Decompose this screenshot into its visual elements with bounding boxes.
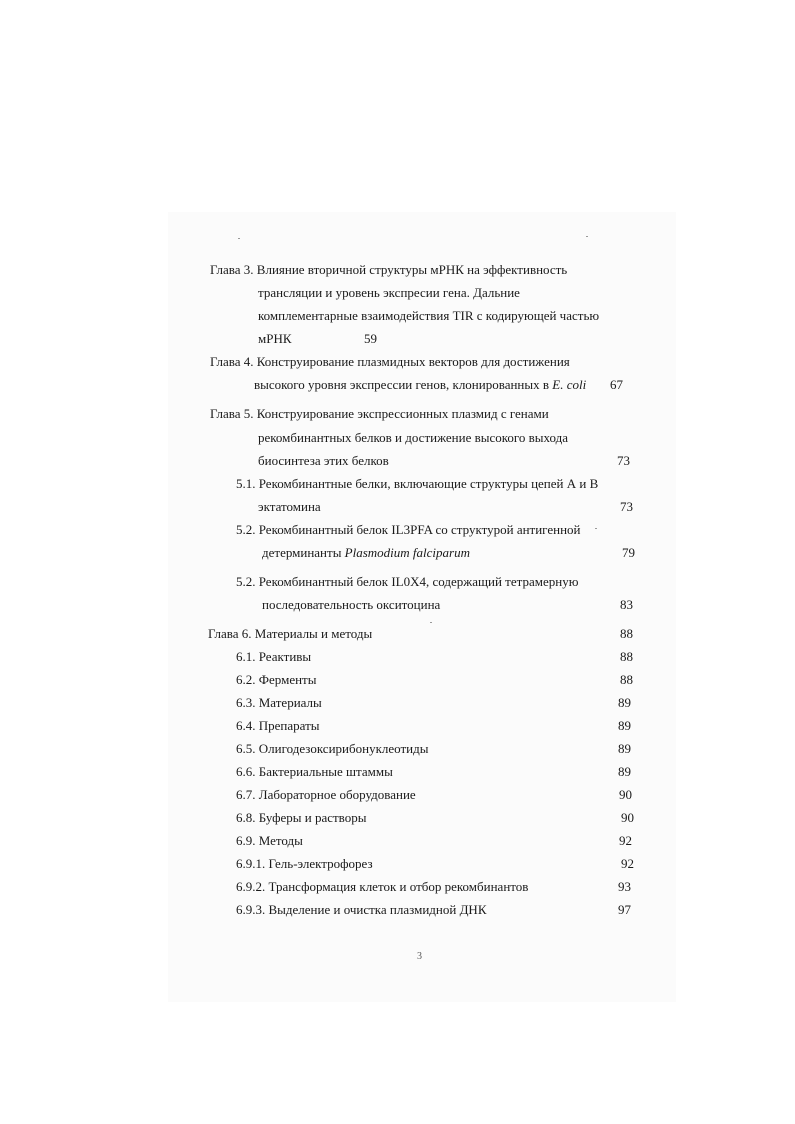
toc-item-6-4-page: 89	[618, 718, 631, 733]
toc-item-6-2-page: 88	[620, 672, 633, 687]
toc-ch5-page: 73	[617, 453, 630, 468]
toc-item-6-7-page: 90	[619, 787, 632, 802]
toc-s5-2a-line2-italic: Plasmodium falciparum	[344, 545, 470, 560]
toc-ch4-line1: Глава 4. Конструирование плазмидных векторов для достижения	[210, 354, 570, 369]
scan-speck	[238, 238, 240, 239]
scan-speck	[430, 622, 432, 623]
toc-ch4-line2	[254, 377, 586, 393]
toc-s5-1-line1: 5.1. Рекомбинантные белки, включающие структуры цепей А и В	[236, 476, 599, 491]
toc-item-6-9-2: 6.9.2. Трансформация клеток и отбор рекомбинантов	[236, 879, 529, 894]
toc-item-6-9-page: 92	[619, 833, 632, 848]
scan-speck	[586, 236, 588, 237]
toc-item-6-9-3: 6.9.3. Выделение и очистка плазмидной ДНК	[236, 902, 487, 917]
toc-s5-2b-line1: 5.2. Рекомбинантный белок IL0X4, содержащий тетрамерную	[236, 574, 579, 589]
toc-item-6-9: 6.9. Методы	[236, 833, 303, 848]
toc-ch5-line1: Глава 5. Конструирование экспрессионных плазмид с генами	[210, 406, 549, 421]
toc-ch3-line1: Глава 3. Влияние вторичной структуры мРНК на эффективность	[210, 262, 568, 277]
toc-item-6-4: 6.4. Препараты	[236, 718, 320, 733]
page-number: 3	[417, 951, 422, 962]
toc-item-6-1: 6.1. Реактивы	[236, 649, 312, 664]
toc-item-6-6-page: 89	[618, 764, 631, 779]
toc-ch3-line3: комплементарные взаимодействия TIR с кодирующей частью	[258, 308, 600, 323]
toc-s5-1-line2: эктатомина	[258, 499, 321, 514]
toc-ch4-line2-text: высокого уровня экспрессии генов, клонированных в	[254, 377, 553, 392]
toc-ch4-line2-italic: E. coli	[552, 377, 587, 392]
toc-s5-2a-line1: 5.2. Рекомбинантный белок IL3PFA со структурой антигенной	[236, 522, 581, 537]
toc-s5-2a-line2	[262, 545, 470, 561]
toc-item-6-1-page: 88	[620, 649, 633, 664]
toc-item-6-9-1: 6.9.1. Гель-электрофорез	[236, 856, 373, 871]
toc-ch6-page: 88	[620, 626, 633, 641]
toc-item-6-3-page: 89	[618, 695, 631, 710]
toc-ch5-line3: биосинтеза этих белков	[258, 453, 389, 468]
toc-ch4-page: 67	[610, 377, 623, 392]
toc-item-6-3: 6.3. Материалы	[236, 695, 322, 710]
toc-s5-1-page: 73	[620, 499, 633, 514]
toc-item-6-9-1-page: 92	[621, 856, 634, 871]
toc-item-6-9-3-page: 97	[618, 902, 631, 917]
toc-ch3-line4: мРНК	[258, 331, 292, 346]
toc-item-6-8: 6.8. Буферы и растворы	[236, 810, 367, 825]
toc-item-6-5: 6.5. Олигодезоксирибонуклеотиды	[236, 741, 429, 756]
toc-item-6-6: 6.6. Бактериальные штаммы	[236, 764, 393, 779]
toc-ch3-page: 59	[364, 331, 377, 346]
toc-item-6-5-page: 89	[618, 741, 631, 756]
toc-item-6-9-2-page: 93	[618, 879, 631, 894]
toc-s5-2a-line2-text: детерминанты	[262, 545, 345, 560]
toc-ch5-line2: рекомбинантных белков и достижение высокого выхода	[258, 430, 569, 445]
scan-speck	[595, 528, 597, 529]
toc-ch6-label: Глава 6. Материалы и методы	[208, 626, 373, 641]
toc-s5-2b-line2: последовательность окситоцина	[262, 597, 441, 612]
toc-item-6-7: 6.7. Лабораторное оборудование	[236, 787, 416, 802]
toc-item-6-2: 6.2. Ферменты	[236, 672, 317, 687]
toc-ch3-line2: трансляции и уровень экспресии гена. Дальние	[258, 285, 520, 300]
toc-s5-2b-page: 83	[620, 597, 633, 612]
toc-s5-2a-page: 79	[622, 545, 635, 560]
toc-item-6-8-page: 90	[621, 810, 634, 825]
